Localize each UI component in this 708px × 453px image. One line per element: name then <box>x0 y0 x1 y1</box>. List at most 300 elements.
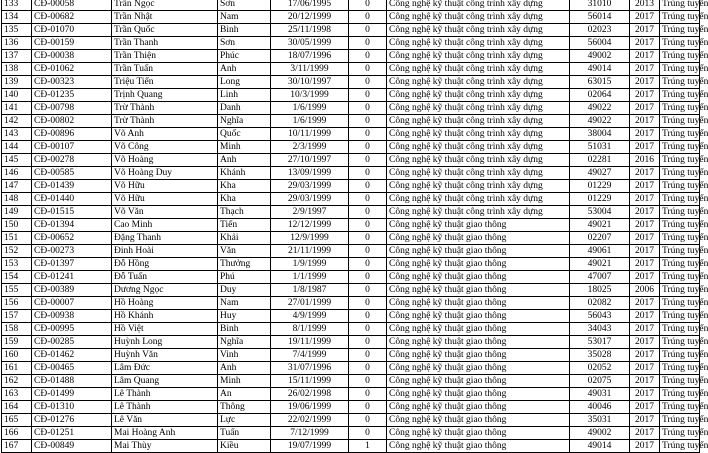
given-name-cell: Thông <box>218 401 271 414</box>
surname-cell: Trịnh Quang <box>112 89 218 102</box>
major-cell: Công nghệ kỹ thuật giao thông <box>387 245 570 258</box>
table-row <box>2 11 700 24</box>
year-cell: 2017 <box>630 37 660 50</box>
score-code-cell: 49002 <box>570 50 630 63</box>
result-cell: Trúng tuyển <box>660 154 700 167</box>
birth-date-cell: 30/05/1999 <box>271 37 349 50</box>
score-code-cell: 31010 <box>570 0 630 11</box>
given-name-cell: Phúc <box>218 50 271 63</box>
birth-date-cell: 8/1/1999 <box>271 323 349 336</box>
birth-date-cell: 18/07/1996 <box>271 50 349 63</box>
result-cell: Trúng tuyển <box>660 297 700 310</box>
given-name-cell: Nam <box>218 11 271 24</box>
birth-date-cell: 19/06/1999 <box>271 401 349 414</box>
major-cell: Công nghệ kỹ thuật công trình xây dựng <box>387 11 570 24</box>
birth-date-cell: 10/3/1999 <box>271 89 349 102</box>
major-cell: Công nghệ kỹ thuật công trình xây dựng <box>387 89 570 102</box>
given-name-cell: Huy <box>218 310 271 323</box>
score-code-cell: 02082 <box>570 297 630 310</box>
birth-date-cell: 13/09/1999 <box>271 167 349 180</box>
applicant-code: CĐ-01462 <box>32 349 112 362</box>
birth-date-cell: 12/9/1999 <box>271 232 349 245</box>
row-number: 155 <box>2 284 32 297</box>
given-name-cell: Kha <box>218 193 271 206</box>
major-cell: Công nghệ kỹ thuật giao thông <box>387 310 570 323</box>
result-cell: Trúng tuyển <box>660 414 700 427</box>
flag-cell: 0 <box>349 50 387 63</box>
year-cell: 2017 <box>630 427 660 440</box>
score-code-cell: 49027 <box>570 167 630 180</box>
result-cell: Trúng tuyển <box>660 206 700 219</box>
row-number: 138 <box>2 63 32 76</box>
row-number: 158 <box>2 323 32 336</box>
birth-date-cell: 1/6/1999 <box>271 115 349 128</box>
applicant-code: CĐ-01439 <box>32 180 112 193</box>
applicant-code: CĐ-00107 <box>32 141 112 154</box>
given-name-cell: An <box>218 388 271 401</box>
birth-date-cell: 3/11/1999 <box>271 63 349 76</box>
year-cell: 2017 <box>630 388 660 401</box>
applicant-code: CĐ-00652 <box>32 232 112 245</box>
result-cell: Trúng tuyển <box>660 310 700 323</box>
major-cell: Công nghệ kỹ thuật giao thông <box>387 440 570 453</box>
score-code-cell: 02207 <box>570 232 630 245</box>
result-cell: Trúng tuyển <box>660 115 700 128</box>
admission-table <box>1 0 708 453</box>
row-number: 164 <box>2 401 32 414</box>
table-row <box>2 258 700 271</box>
given-name-cell: Thưởng <box>218 258 271 271</box>
flag-cell: 0 <box>349 11 387 24</box>
flag-cell: 0 <box>349 206 387 219</box>
surname-cell: Cao Minh <box>112 219 218 232</box>
result-cell: Trúng tuyển <box>660 0 700 11</box>
major-cell: Công nghệ kỹ thuật công trình xây dựng <box>387 193 570 206</box>
score-code-cell: 34043 <box>570 323 630 336</box>
flag-cell: 0 <box>349 24 387 37</box>
result-cell: Trúng tuyển <box>660 102 700 115</box>
result-cell: Trúng tuyển <box>660 427 700 440</box>
table-row <box>2 440 700 453</box>
year-cell: 2017 <box>630 24 660 37</box>
table-row <box>2 50 700 63</box>
table-row <box>2 180 700 193</box>
major-cell: Công nghệ kỹ thuật giao thông <box>387 232 570 245</box>
birth-date-cell: 7/12/1999 <box>271 427 349 440</box>
table-row <box>2 37 700 50</box>
birth-date-cell: 12/12/1999 <box>271 219 349 232</box>
table-row <box>2 401 700 414</box>
surname-cell: Trừ Thành <box>112 102 218 115</box>
row-number: 160 <box>2 349 32 362</box>
birth-date-cell: 19/11/1999 <box>271 336 349 349</box>
table-row <box>2 414 700 427</box>
surname-cell: Lê Thành <box>112 388 218 401</box>
given-name-cell: Kiều <box>218 440 271 453</box>
score-code-cell: 40046 <box>570 401 630 414</box>
applicant-code: CĐ-00585 <box>32 167 112 180</box>
surname-cell: Võ Hoàng Duy <box>112 167 218 180</box>
birth-date-cell: 29/03/1999 <box>271 180 349 193</box>
surname-cell: Võ Hữu <box>112 193 218 206</box>
row-number: 134 <box>2 11 32 24</box>
result-cell: Trúng tuyển <box>660 271 700 284</box>
surname-cell: Võ Hoàng <box>112 154 218 167</box>
surname-cell: Trần Nhật <box>112 11 218 24</box>
surname-cell: Trần Thiện <box>112 50 218 63</box>
score-code-cell: 63015 <box>570 76 630 89</box>
major-cell: Công nghệ kỹ thuật công trình xây dựng <box>387 115 570 128</box>
flag-cell: 0 <box>349 414 387 427</box>
row-number: 137 <box>2 50 32 63</box>
applicant-code: CĐ-00278 <box>32 154 112 167</box>
result-cell: Trúng tuyển <box>660 89 700 102</box>
year-cell: 2017 <box>630 414 660 427</box>
score-code-cell: 56043 <box>570 310 630 323</box>
year-cell: 2017 <box>630 167 660 180</box>
applicant-code: CĐ-00849 <box>32 440 112 453</box>
year-cell: 2017 <box>630 63 660 76</box>
given-name-cell: Bình <box>218 323 271 336</box>
result-cell: Trúng tuyển <box>660 37 700 50</box>
result-cell: Trúng tuyển <box>660 128 700 141</box>
result-cell: Trúng tuyển <box>660 375 700 388</box>
table-row <box>2 245 700 258</box>
flag-cell: 0 <box>349 349 387 362</box>
surname-cell: Mai Thùy <box>112 440 218 453</box>
result-cell: Trúng tuyển <box>660 193 700 206</box>
birth-date-cell: 7/4/1999 <box>271 349 349 362</box>
flag-cell: 0 <box>349 154 387 167</box>
major-cell: Công nghệ kỹ thuật giao thông <box>387 284 570 297</box>
score-code-cell: 53004 <box>570 206 630 219</box>
table-row <box>2 336 700 349</box>
row-number: 162 <box>2 375 32 388</box>
major-cell: Công nghệ kỹ thuật công trình xây dựng <box>387 154 570 167</box>
year-cell: 2017 <box>630 115 660 128</box>
result-cell: Trúng tuyển <box>660 180 700 193</box>
score-code-cell: 49021 <box>570 219 630 232</box>
table-row <box>2 232 700 245</box>
surname-cell: Huỳnh Văn <box>112 349 218 362</box>
major-cell: Công nghệ kỹ thuật công trình xây dựng <box>387 180 570 193</box>
score-code-cell: 49022 <box>570 115 630 128</box>
row-number: 159 <box>2 336 32 349</box>
table-row <box>2 297 700 310</box>
result-cell: Trúng tuyển <box>660 76 700 89</box>
score-code-cell: 01229 <box>570 193 630 206</box>
table-row <box>2 89 700 102</box>
row-number: 165 <box>2 414 32 427</box>
flag-cell: 0 <box>349 336 387 349</box>
table-row <box>2 76 700 89</box>
result-cell: Trúng tuyển <box>660 245 700 258</box>
birth-date-cell: 10/11/1999 <box>271 128 349 141</box>
given-name-cell: Lực <box>218 414 271 427</box>
flag-cell: 0 <box>349 102 387 115</box>
year-cell: 2017 <box>630 206 660 219</box>
applicant-code: CĐ-01241 <box>32 271 112 284</box>
major-cell: Công nghệ kỹ thuật giao thông <box>387 362 570 375</box>
score-code-cell: 49021 <box>570 258 630 271</box>
row-number: 161 <box>2 362 32 375</box>
surname-cell: Trần Quốc <box>112 24 218 37</box>
surname-cell: Lâm Quang <box>112 375 218 388</box>
year-cell: 2017 <box>630 232 660 245</box>
given-name-cell: Tuấn <box>218 427 271 440</box>
applicant-code: CĐ-00323 <box>32 76 112 89</box>
score-code-cell: 49061 <box>570 245 630 258</box>
surname-cell: Dương Ngọc <box>112 284 218 297</box>
applicant-code: CĐ-01515 <box>32 206 112 219</box>
row-number: 142 <box>2 115 32 128</box>
major-cell: Công nghệ kỹ thuật giao thông <box>387 375 570 388</box>
result-cell: Trúng tuyển <box>660 349 700 362</box>
applicant-code: CĐ-01310 <box>32 401 112 414</box>
major-cell: Công nghệ kỹ thuật giao thông <box>387 219 570 232</box>
table-row <box>2 375 700 388</box>
flag-cell: 0 <box>349 115 387 128</box>
score-code-cell: 49031 <box>570 388 630 401</box>
major-cell: Công nghệ kỹ thuật giao thông <box>387 401 570 414</box>
surname-cell: Hồ Việt <box>112 323 218 336</box>
flag-cell: 0 <box>349 0 387 11</box>
applicant-code: CĐ-00285 <box>32 336 112 349</box>
score-code-cell: 02052 <box>570 362 630 375</box>
result-cell: Trúng tuyển <box>660 362 700 375</box>
result-cell: Trúng tuyển <box>660 284 700 297</box>
result-cell: Trúng tuyển <box>660 141 700 154</box>
row-number: 154 <box>2 271 32 284</box>
flag-cell: 0 <box>349 297 387 310</box>
year-cell: 2017 <box>630 310 660 323</box>
result-cell: Trúng tuyển <box>660 24 700 37</box>
year-cell: 2017 <box>630 180 660 193</box>
table-row <box>2 128 700 141</box>
major-cell: Công nghệ kỹ thuật công trình xây dựng <box>387 141 570 154</box>
score-code-cell: 02023 <box>570 24 630 37</box>
row-number: 136 <box>2 37 32 50</box>
applicant-code: CĐ-00058 <box>32 0 112 11</box>
applicant-code: CĐ-01499 <box>32 388 112 401</box>
row-number: 157 <box>2 310 32 323</box>
flag-cell: 0 <box>349 362 387 375</box>
birth-date-cell: 17/06/1995 <box>271 0 349 11</box>
score-code-cell: 49002 <box>570 427 630 440</box>
surname-cell: Võ Hữu <box>112 180 218 193</box>
result-cell: Trúng tuyển <box>660 167 700 180</box>
surname-cell: Hồ Hoàng <box>112 297 218 310</box>
surname-cell: Võ Văn <box>112 206 218 219</box>
major-cell: Công nghệ kỹ thuật giao thông <box>387 258 570 271</box>
surname-cell: Huỳnh Long <box>112 336 218 349</box>
result-cell: Trúng tuyển <box>660 336 700 349</box>
given-name-cell: Long <box>218 76 271 89</box>
applicant-code: CĐ-01488 <box>32 375 112 388</box>
given-name-cell: Danh <box>218 102 271 115</box>
score-code-cell: 56014 <box>570 11 630 24</box>
given-name-cell: Minh <box>218 375 271 388</box>
applicant-code: CĐ-00938 <box>32 310 112 323</box>
flag-cell: 0 <box>349 167 387 180</box>
score-code-cell: 47007 <box>570 271 630 284</box>
major-cell: Công nghệ kỹ thuật công trình xây dựng <box>387 50 570 63</box>
flag-cell: 0 <box>349 245 387 258</box>
major-cell: Công nghệ kỹ thuật giao thông <box>387 388 570 401</box>
given-name-cell: Bình <box>218 24 271 37</box>
applicant-code: CĐ-00798 <box>32 102 112 115</box>
surname-cell: Mai Hoàng Anh <box>112 427 218 440</box>
flag-cell: 0 <box>349 76 387 89</box>
given-name-cell: Khải <box>218 232 271 245</box>
flag-cell: 0 <box>349 375 387 388</box>
row-number: 146 <box>2 167 32 180</box>
year-cell: 2017 <box>630 193 660 206</box>
score-code-cell: 02281 <box>570 154 630 167</box>
row-number: 153 <box>2 258 32 271</box>
given-name-cell: Duy <box>218 284 271 297</box>
major-cell: Công nghệ kỹ thuật giao thông <box>387 427 570 440</box>
applicant-code: CĐ-01394 <box>32 219 112 232</box>
year-cell: 2017 <box>630 375 660 388</box>
surname-cell: Hồ Khánh <box>112 310 218 323</box>
birth-date-cell: 15/11/1999 <box>271 375 349 388</box>
table-row <box>2 24 700 37</box>
year-cell: 2017 <box>630 336 660 349</box>
surname-cell: Võ Anh <box>112 128 218 141</box>
birth-date-cell: 27/01/1999 <box>271 297 349 310</box>
year-cell: 2017 <box>630 11 660 24</box>
given-name-cell: Nghĩa <box>218 336 271 349</box>
major-cell: Công nghệ kỹ thuật công trình xây dựng <box>387 24 570 37</box>
score-code-cell: 35031 <box>570 414 630 427</box>
score-code-cell: 49014 <box>570 63 630 76</box>
flag-cell: 0 <box>349 401 387 414</box>
result-cell: Trúng tuyển <box>660 388 700 401</box>
applicant-code: CĐ-00465 <box>32 362 112 375</box>
row-number: 147 <box>2 180 32 193</box>
birth-date-cell: 27/10/1997 <box>271 154 349 167</box>
table-row <box>2 219 700 232</box>
birth-date-cell: 31/07/1996 <box>271 362 349 375</box>
result-cell: Trúng tuyển <box>660 63 700 76</box>
given-name-cell: Sơn <box>218 37 271 50</box>
row-number: 144 <box>2 141 32 154</box>
birth-date-cell: 20/12/1999 <box>271 11 349 24</box>
year-cell: 2017 <box>630 219 660 232</box>
year-cell: 2017 <box>630 89 660 102</box>
flag-cell: 0 <box>349 258 387 271</box>
row-number: 145 <box>2 154 32 167</box>
applicant-code: CĐ-01440 <box>32 193 112 206</box>
table-body <box>2 0 708 453</box>
table-row <box>2 427 700 440</box>
score-code-cell: 51031 <box>570 141 630 154</box>
year-cell: 2017 <box>630 323 660 336</box>
table-row <box>2 141 700 154</box>
table-row <box>2 349 700 362</box>
score-code-cell: 53017 <box>570 336 630 349</box>
given-name-cell: Vinh <box>218 349 271 362</box>
flag-cell: 0 <box>349 63 387 76</box>
surname-cell: Trần Thanh <box>112 37 218 50</box>
result-cell: Trúng tuyển <box>660 323 700 336</box>
table-row <box>2 271 700 284</box>
given-name-cell: Linh <box>218 89 271 102</box>
applicant-code: CĐ-00995 <box>32 323 112 336</box>
flag-cell: 0 <box>349 180 387 193</box>
applicant-code: CĐ-00038 <box>32 50 112 63</box>
applicant-code: CĐ-00389 <box>32 284 112 297</box>
table-row <box>2 284 700 297</box>
year-cell: 2006 <box>630 284 660 297</box>
major-cell: Công nghệ kỹ thuật giao thông <box>387 297 570 310</box>
row-number: 150 <box>2 219 32 232</box>
major-cell: Công nghệ kỹ thuật công trình xây dựng <box>387 167 570 180</box>
year-cell: 2017 <box>630 76 660 89</box>
score-code-cell: 18025 <box>570 284 630 297</box>
row-number: 167 <box>2 440 32 453</box>
surname-cell: Đỗ Tuấn <box>112 271 218 284</box>
birth-date-cell: 21/11/1999 <box>271 245 349 258</box>
score-code-cell: 49022 <box>570 102 630 115</box>
major-cell: Công nghệ kỹ thuật giao thông <box>387 414 570 427</box>
flag-cell: 0 <box>349 193 387 206</box>
row-number: 143 <box>2 128 32 141</box>
given-name-cell: Phú <box>218 271 271 284</box>
applicant-code: CĐ-00159 <box>32 37 112 50</box>
flag-cell: 0 <box>349 310 387 323</box>
surname-cell: Lê Văn <box>112 414 218 427</box>
birth-date-cell: 1/1/1999 <box>271 271 349 284</box>
surname-cell: Triệu Tiến <box>112 76 218 89</box>
table-row <box>2 154 700 167</box>
year-cell: 2017 <box>630 141 660 154</box>
table-row <box>2 115 700 128</box>
score-code-cell: 49014 <box>570 440 630 453</box>
score-code-cell: 02064 <box>570 89 630 102</box>
flag-cell: 0 <box>349 427 387 440</box>
applicant-code: CĐ-00682 <box>32 11 112 24</box>
year-cell: 2017 <box>630 102 660 115</box>
major-cell: Công nghệ kỹ thuật giao thông <box>387 349 570 362</box>
flag-cell: 0 <box>349 388 387 401</box>
result-cell: Trúng tuyển <box>660 401 700 414</box>
given-name-cell: Khánh <box>218 167 271 180</box>
birth-date-cell: 26/02/1998 <box>271 388 349 401</box>
birth-date-cell: 1/9/1999 <box>271 258 349 271</box>
score-code-cell: 56004 <box>570 37 630 50</box>
given-name-cell: Nghĩa <box>218 115 271 128</box>
surname-cell: Đỗ Hồng <box>112 258 218 271</box>
surname-cell: Trần Tuấn <box>112 63 218 76</box>
birth-date-cell: 2/9/1997 <box>271 206 349 219</box>
result-cell: Trúng tuyển <box>660 11 700 24</box>
result-cell: Trúng tuyển <box>660 219 700 232</box>
flag-cell: 1 <box>349 440 387 453</box>
birth-date-cell: 2/3/1999 <box>271 141 349 154</box>
birth-date-cell: 1/8/1987 <box>271 284 349 297</box>
year-cell: 2017 <box>630 258 660 271</box>
given-name-cell: Anh <box>218 362 271 375</box>
given-name-cell: Quốc <box>218 128 271 141</box>
row-number: 139 <box>2 76 32 89</box>
table-row <box>2 193 700 206</box>
applicant-code: CĐ-01062 <box>32 63 112 76</box>
given-name-cell: Kha <box>218 180 271 193</box>
year-cell: 2017 <box>630 50 660 63</box>
surname-cell: Võ Công <box>112 141 218 154</box>
